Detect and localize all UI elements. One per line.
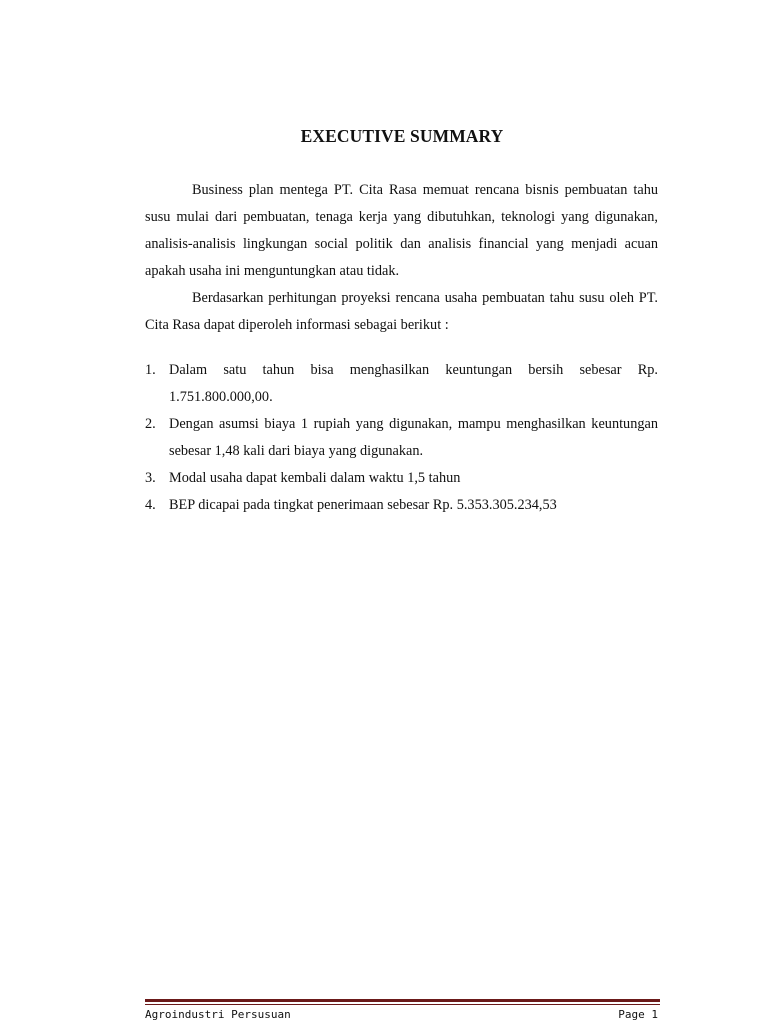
footer-page-number: Page 1 [618,1008,658,1021]
list-item-text: BEP dicapai pada tingkat penerimaan sebesar Rp. 5.353.305.234,53 [169,497,557,513]
list-item [145,411,658,465]
intro-paragraph: Business plan mentega PT. Cita Rasa memuat rencana bisnis pembuatan tahu susu mulai dari pembuatan, tenaga kerja yang dibutuhkan, teknologi yang digunakan, analisis-analisis lingkungan social politik dan analisis financial yang menjadi acuan apakah usaha ini menguntungkan atau tidak. [145,182,658,279]
list-item-number: 4. [145,497,156,513]
list-item-text: Dalam satu tahun bisa menghasilkan keuntungan bersih sebesar Rp. 1.751.800.000,00. [169,362,658,405]
footer-document-name: Agroindustri Persusuan [145,1008,291,1021]
page-title: EXECUTIVE SUMMARY [300,126,504,146]
list-item-text: Modal usaha dapat kembali dalam waktu 1,5 tahun [169,470,461,486]
footer-divider-thin [145,1004,660,1005]
list-item [145,465,658,492]
findings-list [145,357,658,519]
footer-divider-thick [145,999,660,1002]
lead-in-paragraph: Berdasarkan perhitungan proyeksi rencana usaha pembuatan tahu susu oleh PT. Cita Rasa dapat diperoleh informasi sebagai berikut : [145,290,658,333]
intro-section [145,177,658,339]
list-item [145,492,658,519]
list-item-text: Dengan asumsi biaya 1 rupiah yang digunakan, mampu menghasilkan keuntungan sebesar 1,48 kali dari biaya yang digunakan. [169,416,658,459]
list-item-number: 1. [145,362,156,378]
list-item-number: 3. [145,470,156,486]
list-item [145,357,658,411]
list-item-number: 2. [145,416,156,432]
